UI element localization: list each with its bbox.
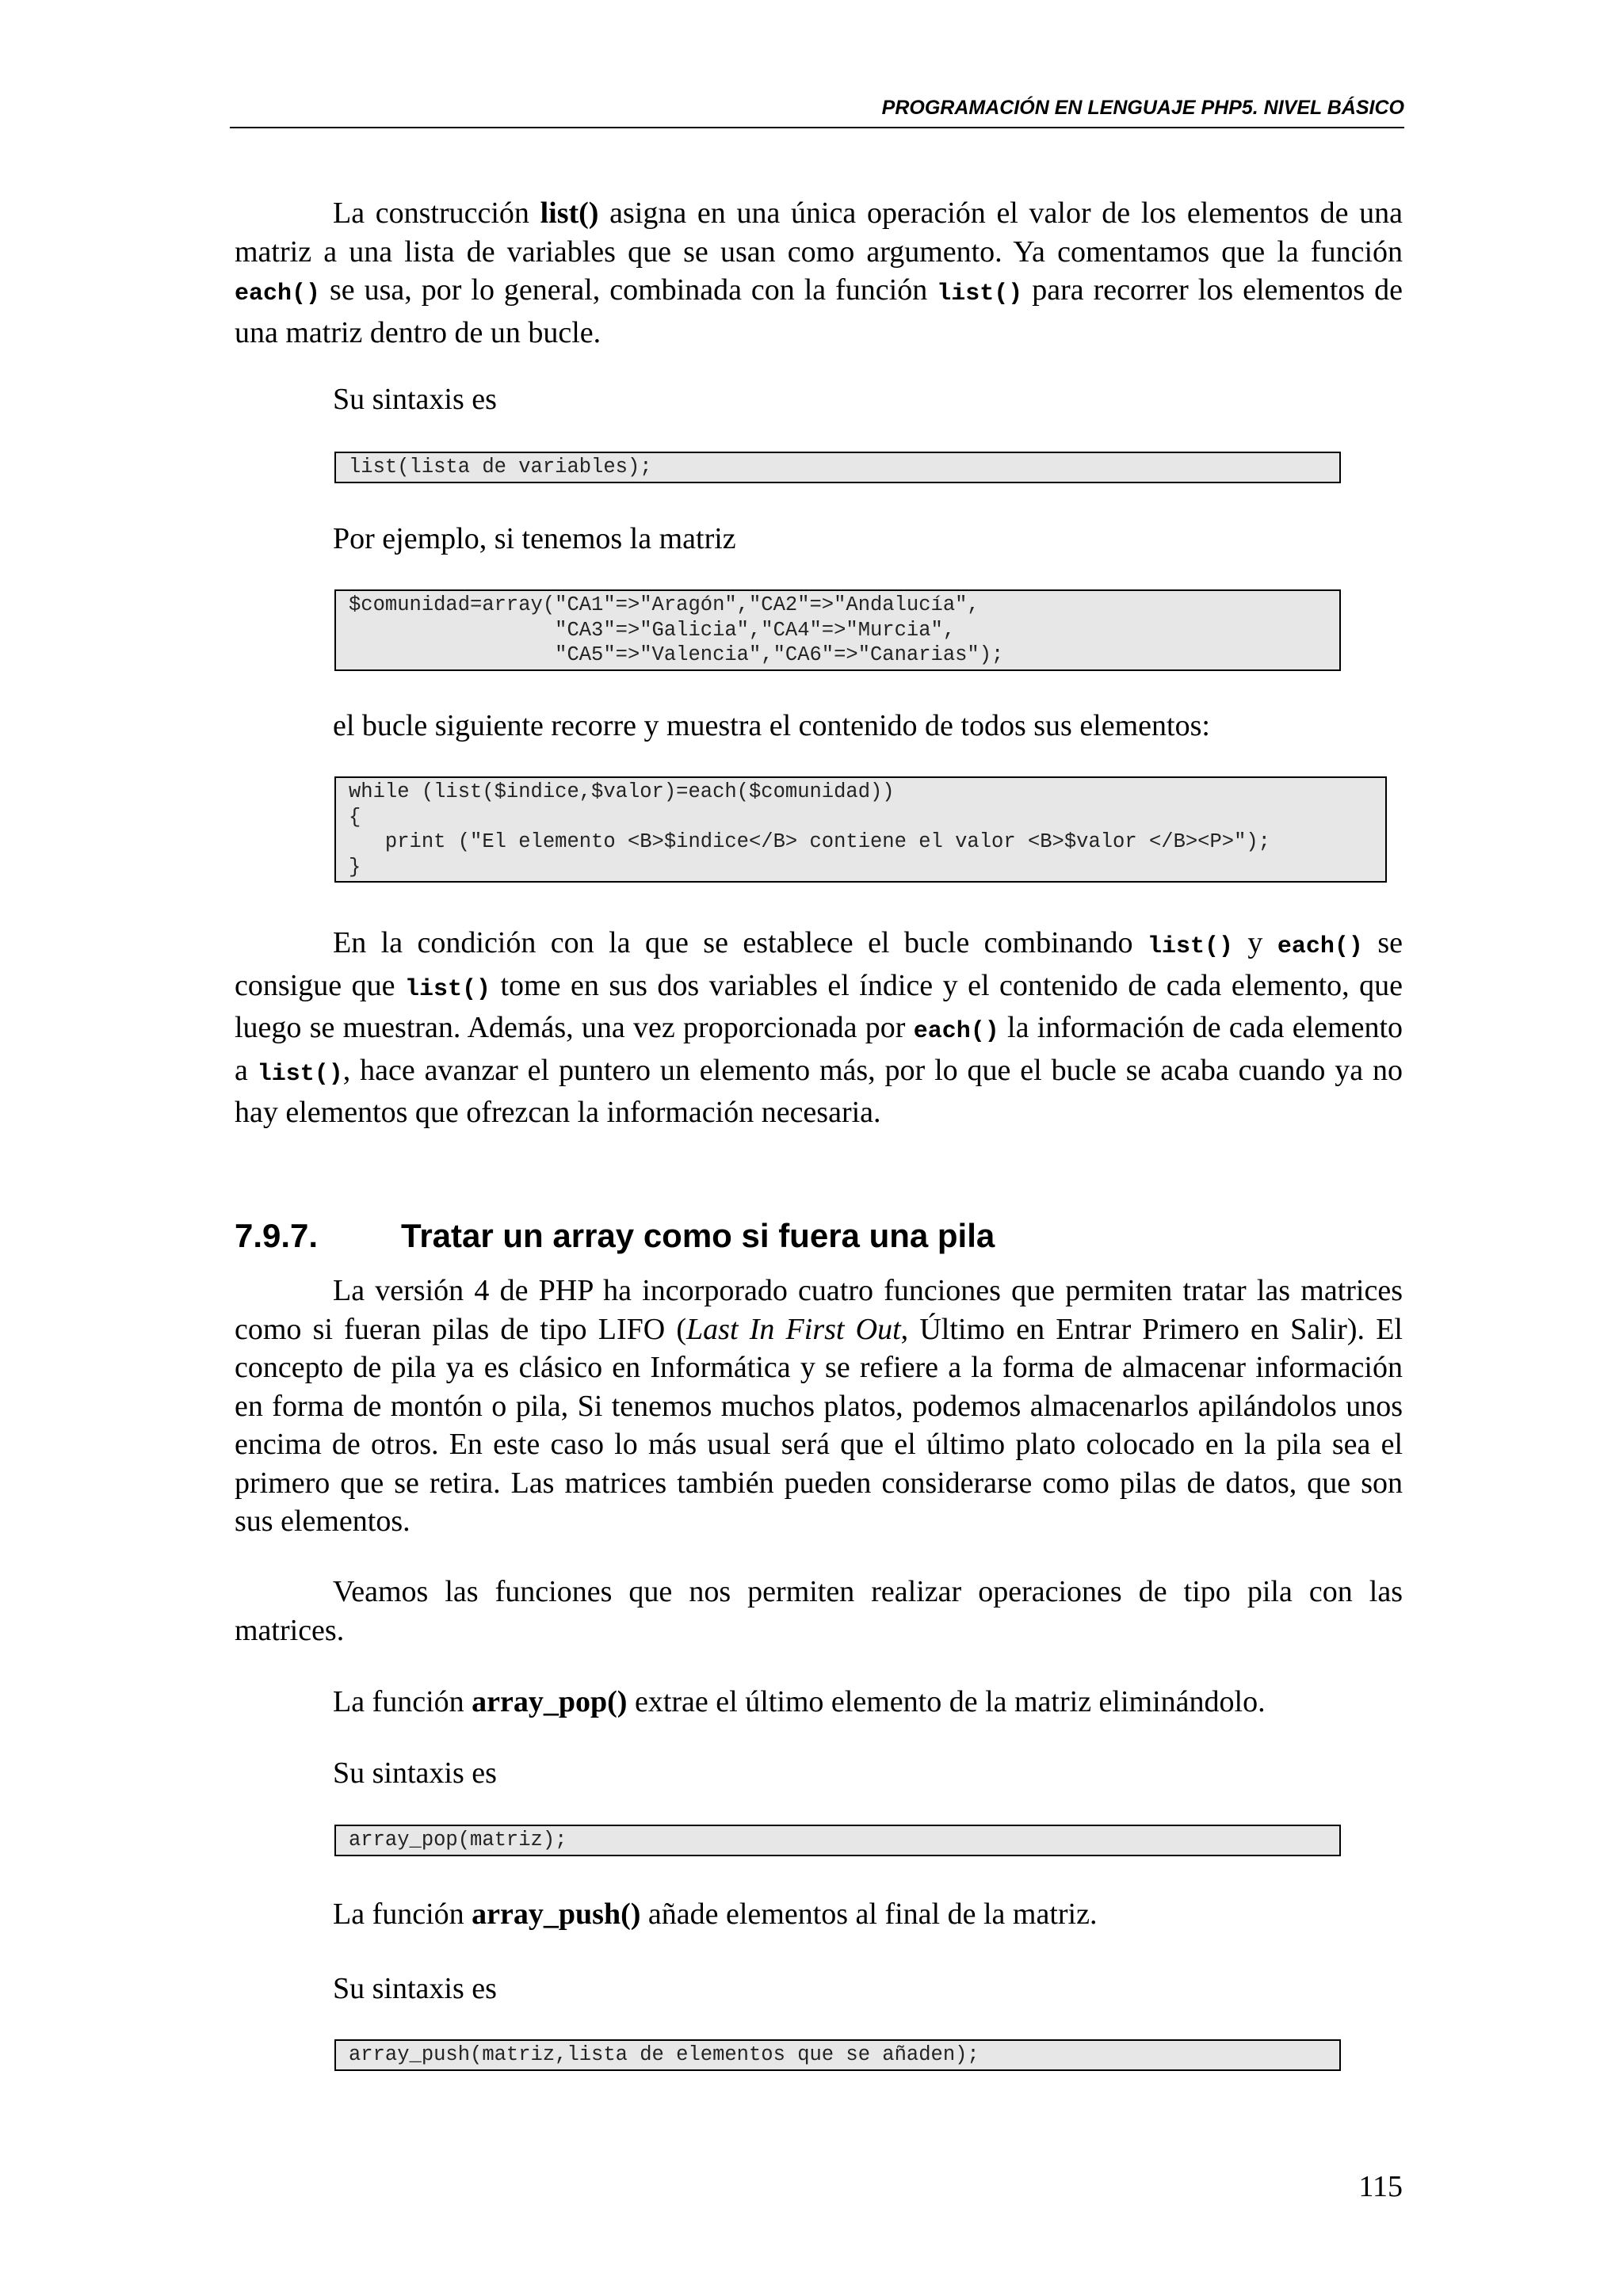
header-rule	[230, 127, 1404, 128]
code-line: {	[349, 805, 361, 829]
code-block-array-pop: array_pop(matriz);	[334, 1825, 1341, 1856]
running-header: PROGRAMACIÓN EN LENGUAJE PHP5. NIVEL BÁSICO	[881, 97, 1404, 119]
section-number: 7.9.7.	[235, 1217, 319, 1254]
syntax-label-pop: Su sintaxis es	[333, 1756, 497, 1790]
code-block-while-loop	[334, 776, 1387, 883]
syntax-label-list: Su sintaxis es	[333, 383, 497, 416]
loop-label: el bucle siguiente recorre y muestra el contenido de todos sus elementos:	[333, 709, 1210, 742]
code-line: $comunidad=array("CA1"=>"Aragón","CA2"=>"Andalucía",	[349, 593, 980, 616]
paragraph-list-intro: La construcción list() asigna en una única operación el valor de los elementos de una matriz a una lista de variables que se usan como argumento. Ya comentamos que la función each() se usa, por lo general, combinada con la función list() para recorrer los elementos de una matriz dentro de un bucle.	[235, 196, 1403, 349]
section-title: Tratar un array como si fuera una pila	[401, 1217, 995, 1254]
page-number: 115	[1358, 2170, 1403, 2203]
code-block-array-example	[334, 589, 1341, 671]
code-line: while (list($indice,$valor)=each($comunidad))	[349, 780, 895, 803]
paragraph-stack-functions: Veamos las funciones que nos permiten realizar operaciones de tipo pila con las matrices.	[235, 1575, 1403, 1647]
paragraph-loop-explanation: En la condición con la que se establece el bucle combinando list() y each() se consigue que list() tome en sus dos variables el índice y el contenido de cada elemento, que luego se muestran. Además, una vez proporcionada por each() la información de cada elemento a list(), hace avanzar el puntero un elemento más, por lo que el bucle se acaba cuando ya no hay elementos que ofrezcan la información necesaria.	[235, 926, 1403, 1129]
code-line: "CA3"=>"Galicia","CA4"=>"Murcia",	[349, 618, 956, 642]
code-line: print ("El elemento <B>$indice</B> contiene el valor <B>$valor </B><P>");	[349, 830, 1270, 853]
example-label: Por ejemplo, si tenemos la matriz	[333, 522, 736, 555]
code-line: "CA5"=>"Valencia","CA6"=>"Canarias");	[349, 643, 1004, 666]
section-heading	[235, 1216, 995, 1256]
code-block-list-syntax: list(lista de variables);	[334, 452, 1341, 483]
array-push-description: La función array_push() añade elementos al final de la matriz.	[333, 1897, 1098, 1931]
syntax-label-push: Su sintaxis es	[333, 1972, 497, 2005]
paragraph-stack-intro: La versión 4 de PHP ha incorporado cuatro funciones que permiten tratar las matrices como si fueran pilas de tipo LIFO (Last In First Out, Último en Entrar Primero en Salir). El concepto de pila ya es clásico en Informática y se refiere a la forma de almacenar información en forma de montón o pila, Si tenemos muchos platos, podemos almacenarlos apilándolos unos encima de otros. En este caso lo más usual será que el último plato colocado en la pila sea el primero que se retira. Las matrices también pueden considerarse como pilas de datos, que son sus elementos.	[235, 1274, 1403, 1538]
code-line: }	[349, 855, 361, 879]
code-block-array-push: array_push(matriz,lista de elementos que se añaden);	[334, 2039, 1341, 2071]
array-pop-description: La función array_pop() extrae el último elemento de la matriz eliminándolo.	[333, 1685, 1266, 1718]
